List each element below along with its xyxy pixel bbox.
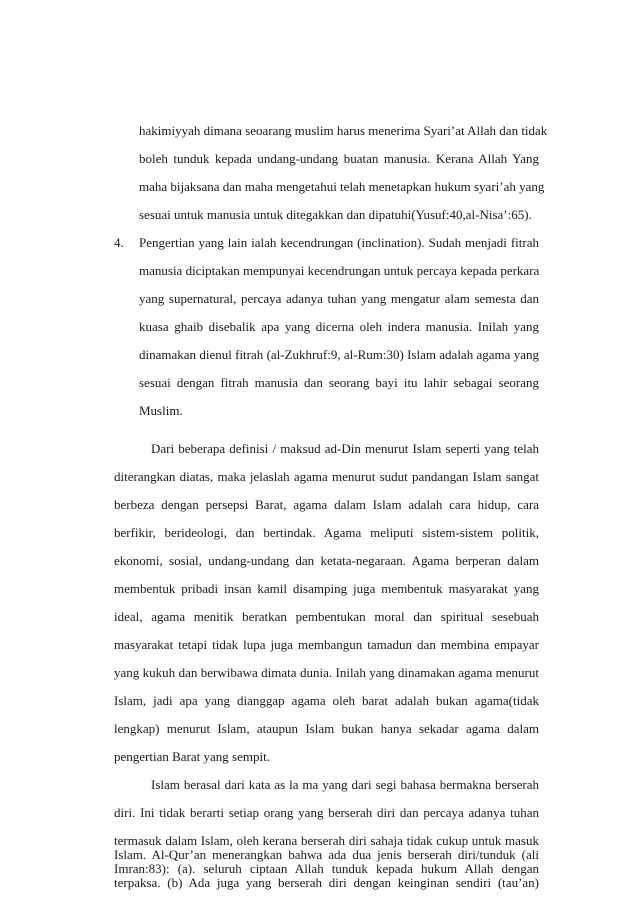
text-line: Islam. Al-Qur’an menerangkan bahwa ada dua jenis berserah diri/tunduk (ali: [114, 847, 539, 862]
text-line: boleh tunduk kepada undang-undang buatan manusia. Kerana Allah Yang: [139, 151, 539, 166]
text-line: terpaksa. (b) Ada juga yang berserah diri dengan keinginan sendiri (tau’an): [114, 875, 539, 890]
text-line: maha bijaksana dan maha mengetahui telah menetapkan hukum syari’ah yang: [139, 179, 545, 194]
text-line: berbeza dengan persepsi Barat, agama dalam Islam adalah cara hidup, cara: [114, 497, 539, 512]
text-line: ekonomi, sosial, undang-undang dan ketata-negaraan. Agama berperan dalam: [114, 553, 539, 568]
text-line: masyarakat tetapi tidak lupa juga membangun tamadun dan membina empayar: [114, 637, 539, 652]
text-line: hakimiyyah dimana seoarang muslim harus menerima Syari’at Allah dan tidak: [139, 123, 548, 138]
text-line: sesuai untuk manusia untuk ditegakkan dan dipatuhi(Yusuf:40,al-Nisa’:65).: [139, 207, 532, 222]
text-line: Imran:83): (a). seluruh ciptaan Allah tunduk kepada hukum Allah dengan: [114, 861, 539, 876]
text-line: berfikir, berideologi, dan bertindak. Agama meliputi sistem-sistem politik,: [114, 525, 539, 540]
text-line: dinamakan dienul fitrah (al-Zukhruf:9, al-Rum:30) Islam adalah agama yang: [139, 347, 539, 362]
text-line: manusia diciptakan mempunyai kecendrungan untuk percaya kepada perkara: [139, 263, 540, 278]
text-line: pengertian Barat yang sempit.: [114, 749, 270, 764]
text-line: yang kukuh dan berwibawa dimata dunia. Inilah yang dinamakan agama menurut: [114, 665, 539, 680]
text-line: Islam, jadi apa yang dianggap agama oleh barat adalah bukan agama(tidak: [114, 693, 539, 708]
text-line: membentuk pribadi insan kamil disamping juga membentuk masyarakat yang: [114, 581, 539, 596]
text-line: lengkap) menurut Islam, ataupun Islam bukan hanya sekadar agama dalam: [114, 721, 539, 736]
text-line: yang supernatural, percaya adanya tuhan yang mengatur alam semesta dan: [139, 291, 539, 306]
text-line: sesuai dengan fitrah manusia dan seorang bayi itu lahir sebagai seorang: [139, 375, 539, 390]
text-line: Dari beberapa definisi / maksud ad-Din menurut Islam seperti yang telah: [151, 441, 539, 456]
text-line: diri. Ini tidak berarti setiap orang yang berserah diri dan percaya adanya tuhan: [114, 805, 539, 820]
text-line: termasuk dalam Islam, oleh kerana berserah diri sahaja tidak cukup untuk masuk: [114, 833, 539, 848]
text-line: ideal, agama menitik beratkan pembentukan moral dan spiritual sesebuah: [114, 609, 539, 624]
list-number: 4.: [114, 235, 124, 250]
text-line: Pengertian yang lain ialah kecendrungan (inclination). Sudah menjadi fitrah: [139, 235, 539, 250]
text-line: Islam berasal dari kata as la ma yang dari segi bahasa bermakna berserah: [151, 777, 539, 792]
text-line: diterangkan diatas, maka jelaslah agama menurut sudut pandangan Islam sangat: [114, 469, 539, 484]
text-line: kuasa ghaib disebalik apa yang dicerna oleh indera manusia. Inilah yang: [139, 319, 539, 334]
text-line: Muslim.: [139, 403, 183, 418]
